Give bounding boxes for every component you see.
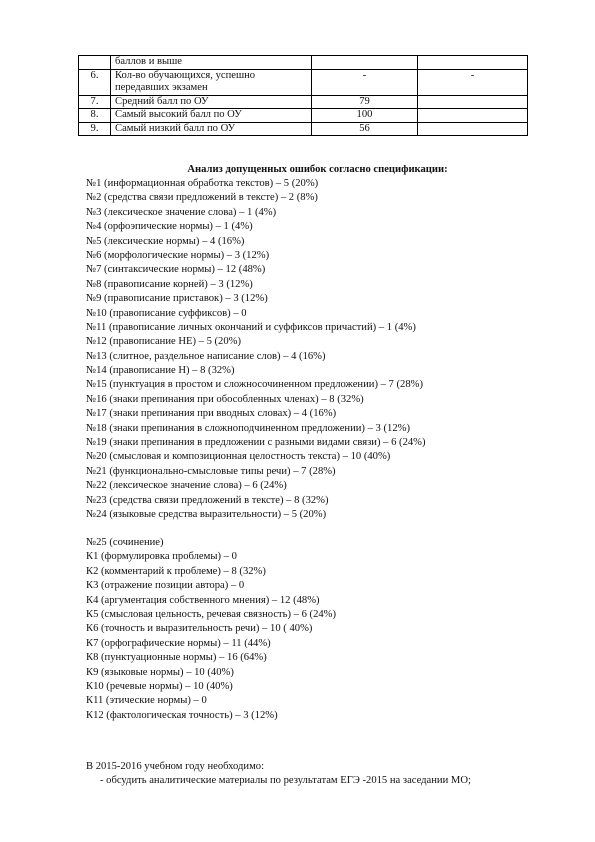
list-item: №21 (функционально-смысловые типы речи) – 7 (28%) [86,465,336,477]
row-value-school: 56 [312,122,418,136]
list-item: №24 (языковые средства выразительности) – 5 (20%) [86,508,327,520]
list-item: №12 (правописание НЕ) – 5 (20%) [86,336,241,348]
table-row [79,95,528,109]
list-item: №23 (средства связи предложений в тексте) – 8 (32%) [86,494,329,506]
row-value-school [312,56,418,70]
list-item: №10 (правописание суффиксов) – 0 [86,307,247,319]
row-label: Самый низкий балл по ОУ [111,122,312,136]
list-item: К8 (пунктуационные нормы) – 16 (64%) [86,652,267,664]
list-item: №20 (смысловая и композиционная целостность текста) – 10 (40%) [86,451,391,463]
list-item: К1 (формулировка проблемы) – 0 [86,551,237,563]
row-value-region [418,56,528,70]
list-item: №3 (лексическое значение слова) – 1 (4%) [86,206,277,218]
list-item: №6 (морфологические нормы) – 3 (12%) [86,249,270,261]
table-row [79,56,528,70]
row-value-region [418,109,528,123]
list-item: №1 (информационная обработка текстов) – 5 (20%) [86,178,319,189]
list-item: К7 (орфографические нормы) – 11 (44%) [86,637,271,649]
row-value-school: - [312,69,418,95]
list-item: №16 (знаки препинания при обособленных членах) – 8 (32%) [86,393,364,405]
list-item: К10 (речевые нормы) – 10 (40%) [86,680,233,692]
list-item: №7 (синтаксические нормы) – 12 (48%) [86,264,266,276]
error-spec-list [86,177,426,522]
list-item: К3 (отражение позиции автора) – 0 [86,580,245,592]
row-value-region [418,122,528,136]
list-item: К12 (фактологическая точность) – 3 (12%) [86,709,278,721]
list-item: №9 (правописание приставок) – 3 (12%) [86,293,268,305]
list-item: К9 (языковые нормы) – 10 (40%) [86,666,234,678]
list-item: №15 (пунктуация в простом и сложносочиненном предложении) – 7 (28%) [86,379,423,391]
list-item: К11 (этические нормы) – 0 [86,695,207,707]
plan-item: - обсудить аналитические материалы по результатам ЕГЭ -2015 на заседании МО; [100,775,471,786]
list-item: №25 (сочинение) [86,537,164,548]
list-item: К6 (точность и выразительность речи) – 10 ( 40%) [86,623,313,635]
list-item: К2 (комментарий к проблеме) – 8 (32%) [86,565,266,577]
row-value-school: 100 [312,109,418,123]
list-item: №2 (средства связи предложений в тексте) – 2 (8%) [86,192,318,204]
row-number: 9. [79,122,111,136]
row-number: 7. [79,95,111,109]
results-table-body [79,56,528,136]
row-label: Кол-во обучающихся, успешно передавших экзамен [111,69,312,95]
list-item: №22 (лексическое значение слова) – 6 (24%) [86,480,287,492]
row-number [79,56,111,70]
row-value-region [418,95,528,109]
row-value-school: 79 [312,95,418,109]
list-item: К5 (смысловая цельность, речевая связность) – 6 (24%) [86,608,337,620]
list-item: №14 (правописание Н) – 8 (32%) [86,365,235,377]
list-item: №19 (знаки препинания в предложении с разными видами связи) – 6 (24%) [86,437,426,449]
plan-intro: В 2015-2016 учебном году необходимо: [86,761,265,772]
list-item: №13 (слитное, раздельное написание слов) – 4 (16%) [86,350,326,362]
row-value-region: - [418,69,528,95]
table-row [79,122,528,136]
analysis-heading: Анализ допущенных ошибок согласно спецификации: [187,164,448,175]
list-item: №4 (орфоэпические нормы) – 1 (4%) [86,221,253,233]
list-item: №17 (знаки препинания при вводных словах) – 4 (16%) [86,408,337,420]
list-item: К4 (аргументация собственного мнения) – 12 (48%) [86,594,320,606]
row-label: Средний балл по ОУ [111,95,312,109]
row-number: 6. [79,69,111,95]
list-item: №18 (знаки препинания в сложноподчиненном предложении) – 3 (12%) [86,422,410,434]
row-label: Самый высокий балл по ОУ [111,109,312,123]
table-row [79,109,528,123]
table-row [79,69,528,95]
row-number: 8. [79,109,111,123]
row-label: баллов и выше [111,56,312,70]
list-item: №11 (правописание личных окончаний и суффиксов причастий) – 1 (4%) [86,321,416,333]
results-table [78,55,528,136]
list-item: №5 (лексические нормы) – 4 (16%) [86,235,245,247]
list-item: №8 (правописание корней) – 3 (12%) [86,278,253,290]
essay-criteria-list [86,536,336,723]
